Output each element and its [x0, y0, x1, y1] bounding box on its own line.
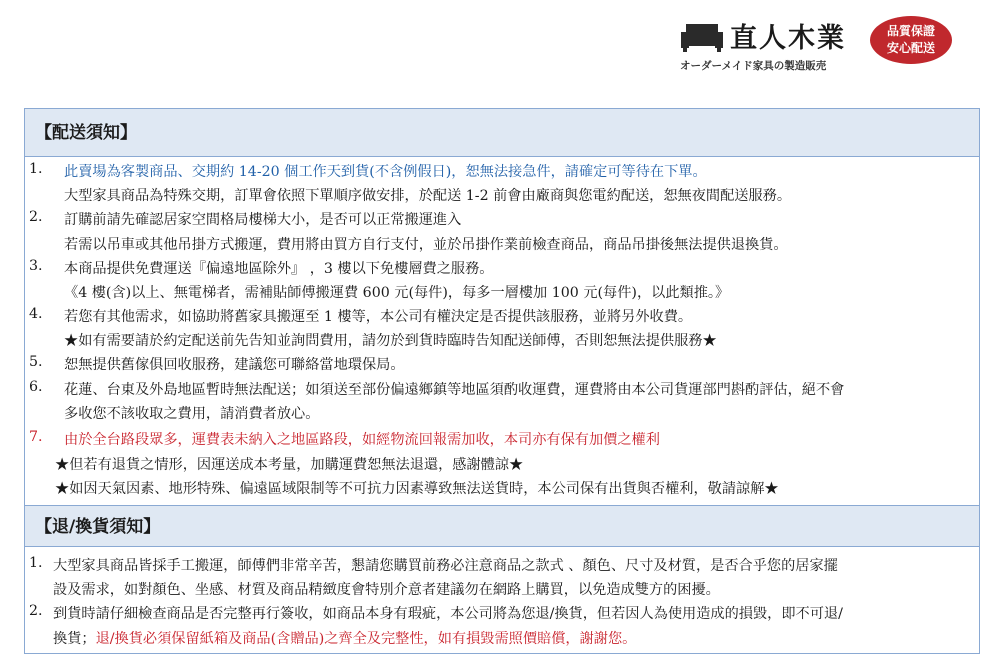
brand-subtitle: オーダーメイド家具の製造販売	[680, 60, 827, 72]
returns-notice-panel: 【退/換貨須知】 1. 大型家具商品皆採手工搬運，師傅們非常辛苦，懇請您購買前務必注意商品之款式 、顏色、尺寸及材質，是否合乎您的居家擺 設及需求，如對顏色、坐感、材質及商品精緻度會特別介意者建議勿在網路上購買，以免造成雙方的困擾。 2. 到貨時請仔細檢查商品是否完整再行簽收，如商品本身有瑕疵，本公司將為您退/換貨，但若因人為使用造成的損毀，即不可退/ 換貨；退/換貨必須保留紙箱及商品(含贈品)之齊全及完整性，如有損毀需照價賠償，謝謝您。	[24, 505, 980, 654]
badge-line-1: 品質保證	[886, 24, 935, 38]
shipping-notice-title: 【配送須知】	[25, 109, 979, 157]
badge-line-2: 安心配送	[886, 41, 935, 55]
brand-name: 直人木業	[730, 23, 846, 54]
shipping-notice-panel: 【配送須知】 1. 此賣場為客製商品、交期約 14-20 個工作天到貨(不含例假日)，恕無法接急件，請確定可等待在下單。 大型家具商品為特殊交期，訂單會依照下單順序做安排，於配送 1-2 前會由廠商與您電約配送，恕無夜間配送服務。 2. 訂購前請先確認居家空間格局樓梯大小，是否可以正常搬運進入 若需以吊車或其他吊掛方式搬運，費用將由買方自行支付，並於吊掛作業前檢查商品，商品吊掛後無法提供退換貨。 3. 本商品提供免費運送『偏遠地區除外』 ，3 樓以下免樓層費之服務。 《4 樓(含)以上、無電梯者，需補貼師傅搬運費 600 元(每件)，每多一層樓加 100 元(每件)，以此類推。》 4. 若您有其他需求，如協助將舊家具搬運至 1 樓等，本公司有權決定是否提供該服務，並將另外收費。 ★如有需要請於約定配送前先告知並詢問費用，請勿於到貨時臨時告知配送師傅，否則恕無法提供服務★ 5. 恕無提供舊傢俱回收服務，建議您可聯絡當地環保局。 6. 花蓮、台東及外島地區暫時無法配送；如須送至部份偏遠鄉鎮等地區須酌收運費，運費將由本公司貨運部門斟酌評估，絕不會 多收您不該收取之費用，請消費者放心。 7. 由於全台路段眾多，運費表未納入之地區路段，如經物流回報需加收，本司亦有保有加價之權利 ★但若有退貨之情形，因運送成本考量，加購運費恕無法退還，感謝體諒★ ★如因天氣因素、地形特殊、偏遠區域限制等不可抗力因素導致無法送貨時，本公司保有出貨與否權利，敬請諒解★	[24, 108, 980, 507]
quality-badge	[870, 16, 952, 64]
sofa-icon	[680, 22, 724, 52]
brand-header	[680, 16, 990, 76]
returns-notice-title: 【退/換貨須知】	[25, 505, 979, 547]
